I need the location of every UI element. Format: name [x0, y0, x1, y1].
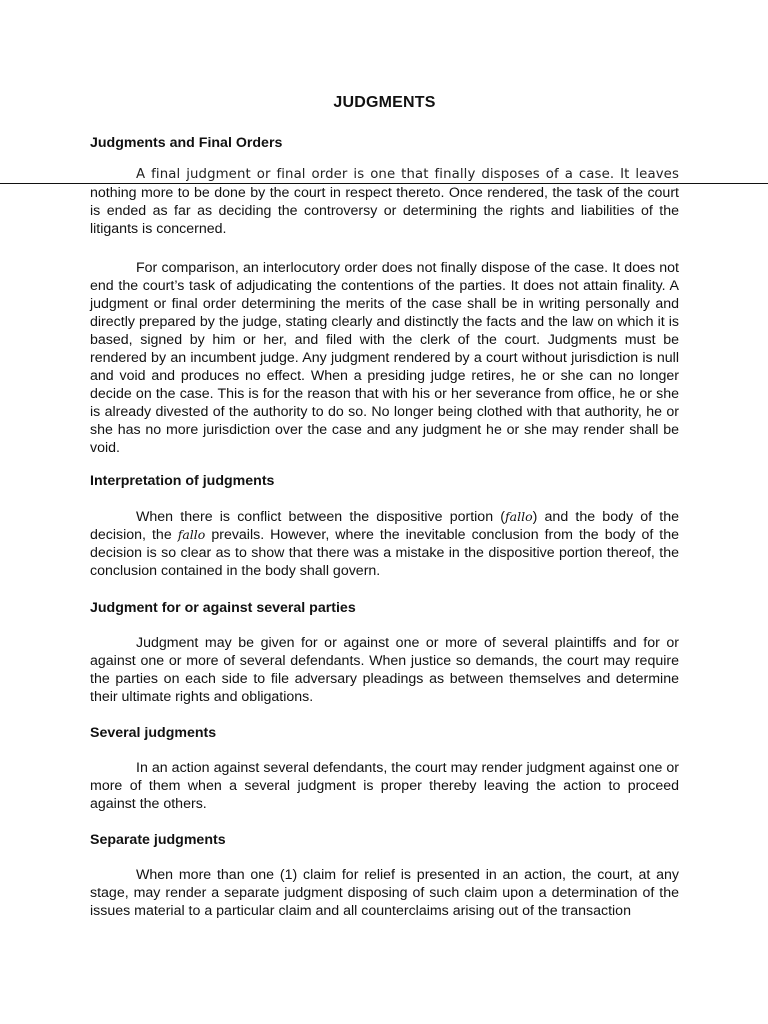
- heading-separate-judgments: Separate judgments: [90, 832, 226, 848]
- paragraph-several-parties: Judgment may be given for or against one or more of several plaintiffs and for or against one or more of several defendants. When justice so demands, the court may require the parties on each side to file adversary pleadings as between themselves and determine their ultimate rights and obligations.: [90, 635, 679, 705]
- paragraph-final-judgment: [90, 166, 679, 238]
- fallo-term: fallo: [505, 509, 533, 524]
- heading-several-judgments: Several judgments: [90, 725, 217, 741]
- paragraph-several-judgments: In an action against several defendants, the court may render judgment against one or more of them when a several judgment is proper thereby leaving the action to proceed against the others.: [90, 760, 679, 812]
- interpretation-text-b: ) and the body of the decision, the: [90, 509, 679, 543]
- document-title: JUDGMENTS: [333, 94, 436, 111]
- paragraph-first-line: A final judgment or final order is one that finally disposes of a case. It leaves: [136, 167, 679, 182]
- paragraph-interlocutory: For comparison, an interlocutory order does not finally dispose of the case. It does not end the court’s task of adjudicating the contentions of the parties. It does not attain finality. A judgment or final order determining the merits of the case shall be in writing personally and directly prepared by the judge, stating clearly and distinctly the facts and the law on which it is based, signed by him or her, and filed with the clerk of the court. Judgments must be rendered by an incumbent judge. Any judgment rendered by a court without jurisdiction is null and void and produces no effect. When a presiding judge retires, he or she can no longer decide on the case. This is for the reason that with his or her severance from office, he or she is already divested of the authority to do so. No longer being clothed with that authority, he or she has no more jurisdiction over the case and any judgment he or she may render shall be void.: [90, 260, 679, 456]
- heading-judgments-final-orders: Judgments and Final Orders: [90, 135, 283, 151]
- fallo-term: fallo: [177, 527, 206, 542]
- paragraph-separate-judgments: When more than one (1) claim for relief is presented in an action, the court, at any stage, may render a separate judgment disposing of such claim upon a determination of the issues material to a particular claim and all counterclaims arising out of the transaction: [90, 867, 679, 919]
- heading-several-parties: Judgment for or against several parties: [90, 600, 356, 616]
- interpretation-text-a: When there is conflict between the dispositive portion (: [136, 509, 506, 525]
- paragraph-continuation: nothing more to be done by the court in respect thereto. Once rendered, the task of the court is ended as far as deciding the controversy or determining the rights and liabilities of the litigants is concerned.: [90, 185, 679, 237]
- heading-interpretation: Interpretation of judgments: [90, 473, 275, 489]
- paragraph-interpretation: [90, 508, 679, 580]
- interpretation-text-c: prevails. However, where the inevitable conclusion from the body of the decision is so clear as to show that there was a mistake in the dispositive portion thereof, the conclusion contained in the body shall govern.: [90, 527, 679, 579]
